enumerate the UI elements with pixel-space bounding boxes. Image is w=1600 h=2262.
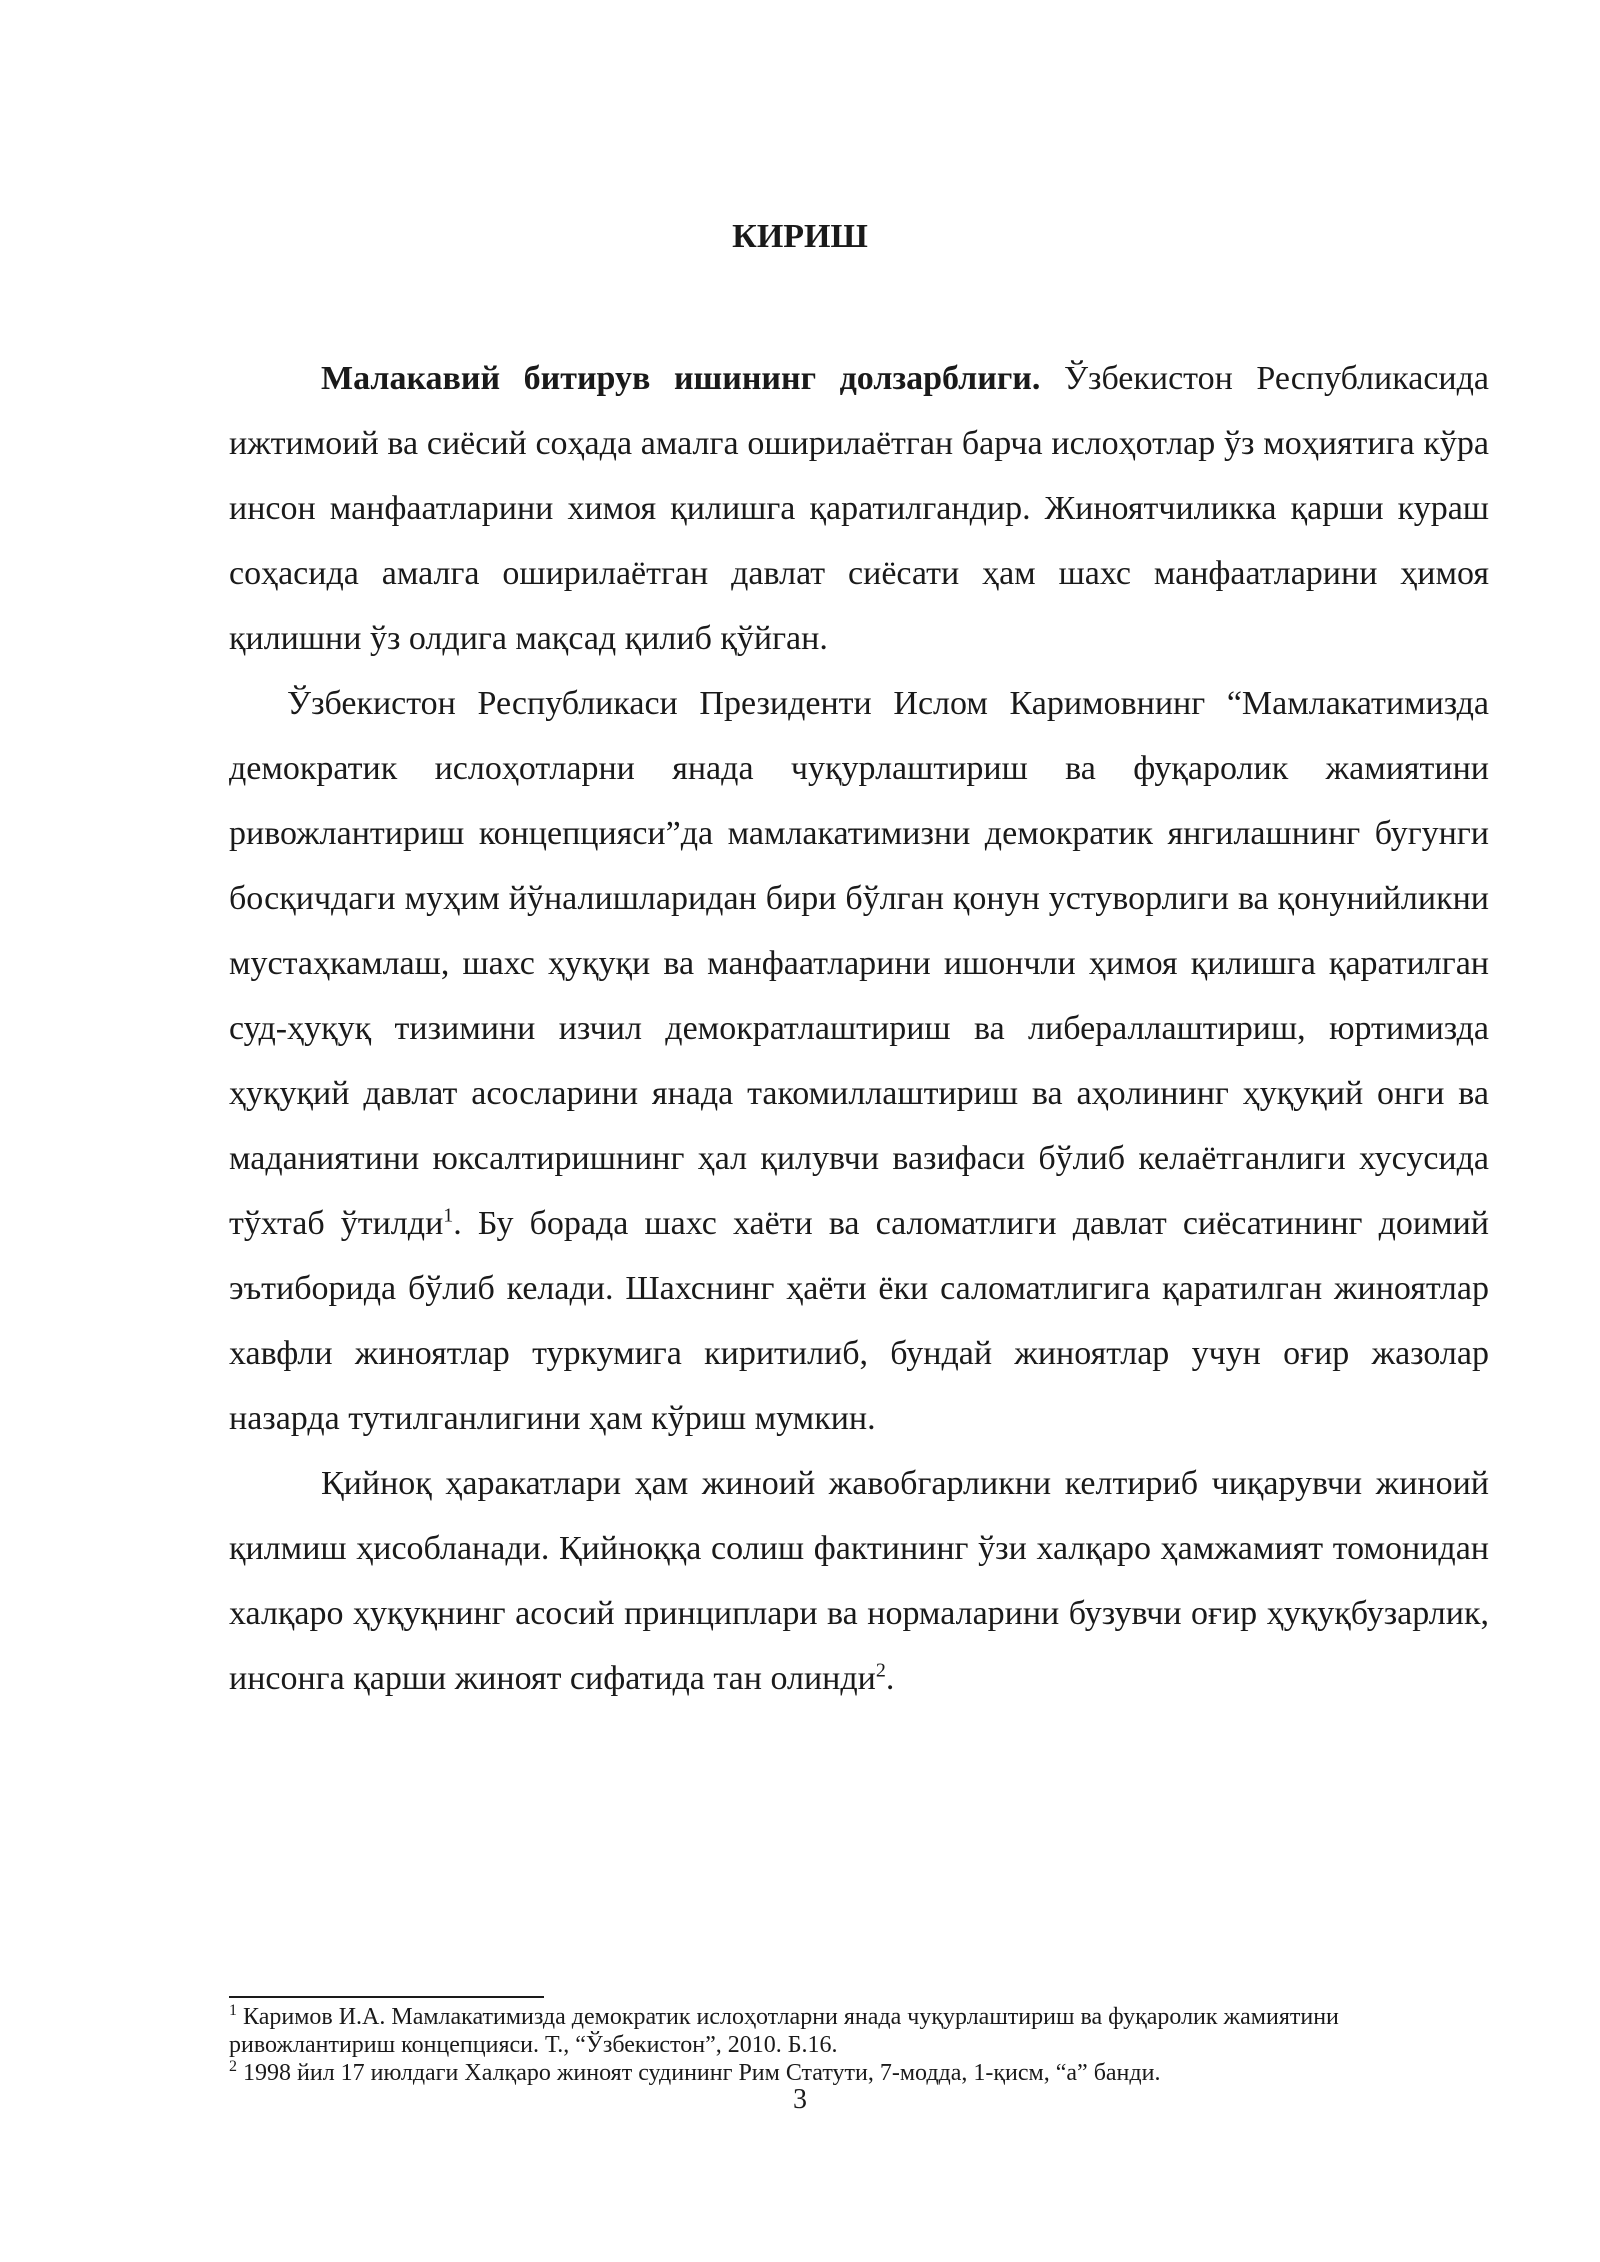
- paragraph-text: Ўзбекистон Республикасида ижтимоий ва сиёсий соҳада амалга оширилаётган барча ислоҳотлар ўз моҳиятига кўра инсон манфаатларини химоя қилишга қаратилгандир. Жиноятчиликка қарши кураш соҳасида амалга оширилаётган давлат сиёсати ҳам шахс манфаатларини ҳимоя қилишни ўз олдига мақсад қилиб қўйган.: [229, 360, 1489, 657]
- footnotes: [229, 2003, 1489, 2087]
- paragraph-concept: [229, 671, 1489, 1451]
- paragraph-relevance: [229, 346, 1489, 671]
- footnote-reference: 2: [875, 1659, 886, 1682]
- paragraph-torture: [229, 1451, 1489, 1711]
- paragraph-text: . Бу борада шахс хаёти ва саломатлиги давлат сиёсатининг доимий эътиборида бўлиб келади. Шахснинг ҳаёти ёки саломатлигига қаратилган жиноятлар хавфли жиноятлар туркумига киритилиб, бундай жиноятлар учун оғир жазолар назарда тутилганлигини ҳам кўриш мумкин.: [229, 1205, 1489, 1437]
- paragraph-text: Қийноқ ҳаракатлари ҳам жиноий жавобгарликни келтириб чиқарувчи жиноий қилмиш ҳисобланади. Қийноққа солиш фактининг ўзи халқаро ҳамжамият томонидан халқаро ҳуқуқнинг асосий принциплари ва нормаларини бузувчи оғир ҳуқуқбузарлик, инсонга қарши жиноят сифатида тан олинди: [229, 1465, 1489, 1697]
- body-text: [229, 346, 1489, 1711]
- page-title: КИРИШ: [732, 218, 868, 255]
- page-number: 3: [793, 2084, 807, 2115]
- footnote-marker: 1: [229, 2002, 237, 2019]
- footnote-separator: [229, 1996, 544, 1998]
- footnote-text: Каримов И.А. Мамлакатимизда демократик ислоҳотларни янада чуқурлаштириш ва фуқаролик жамиятини ривожлантириш концепцияси. Т., “Ўзбекистон”, 2010. Б.16.: [229, 2004, 1339, 2058]
- footnote-marker: 2: [229, 2058, 237, 2075]
- paragraph-text: .: [885, 1660, 895, 1697]
- paragraph-bold-lead: Малакавий битирув ишининг долзарблиги.: [321, 360, 1041, 397]
- footnote-text: 1998 йил 17 июлдаги Халқаро жиноят судининг Рим Статути, 7-модда, 1-қисм, “а” банди.: [237, 2060, 1161, 2086]
- paragraph-text: Ўзбекистон Республикаси Президенти Ислом Каримовнинг “Мамлакатимизда демократик ислоҳотларни янада чуқурлаштириш ва фуқаролик жамиятини ривожлантириш концепцияси”да мамлакатимизни демократик янгилашнинг бугунги босқичдаги муҳим йўналишларидан бири бўлган қонун устуворлиги ва қонунийликни мустаҳкамлаш, шахс ҳуқуқи ва манфаатларини ишончли ҳимоя қилишга қаратилган суд-ҳуқуқ тизимини изчил демократлаштириш ва либераллаштириш, юртимизда ҳуқуқий давлат асосларини янада такомиллаштириш ва аҳолининг ҳуқуқий онги ва маданиятини юксалтиришнинг ҳал қилувчи вазифаси бўлиб келаётганлиги хусусида тўхтаб ўтилди: [229, 685, 1489, 1242]
- footnote-item: [229, 2003, 1489, 2059]
- footnote-reference: 1: [443, 1204, 454, 1227]
